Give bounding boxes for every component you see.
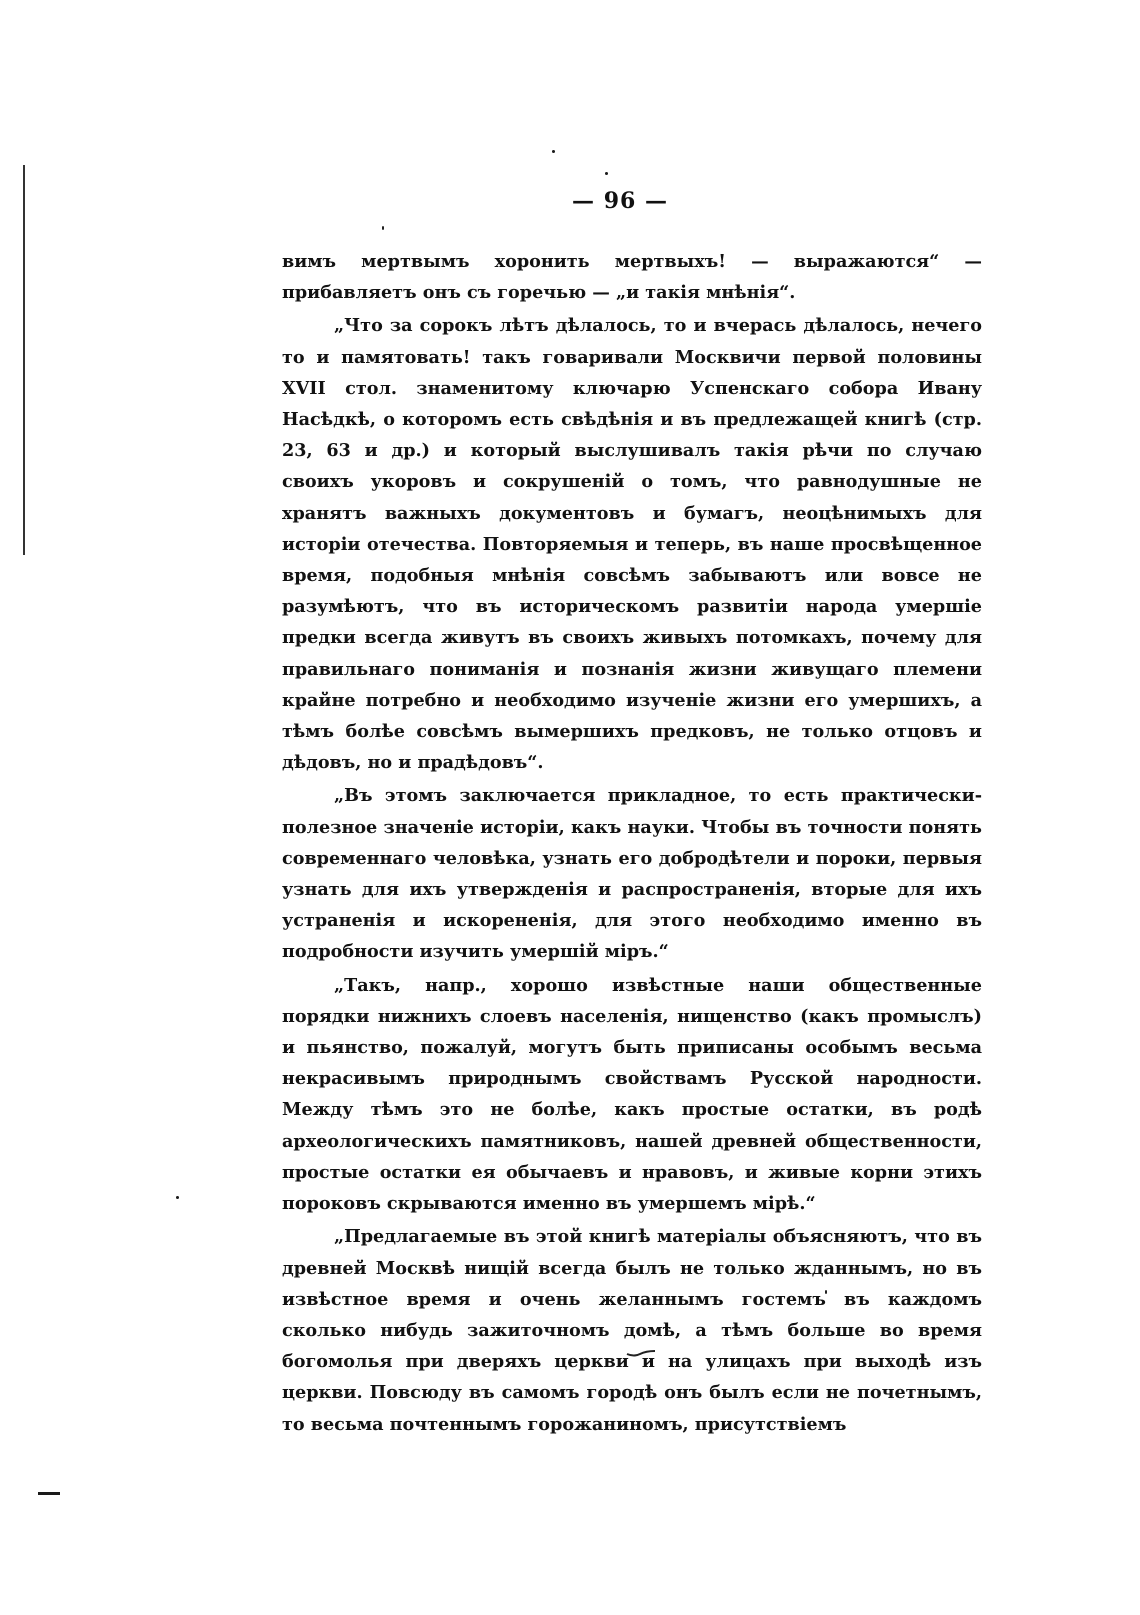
paragraph: „Предлагаемые въ этой книгѣ матеріалы объясняютъ, что въ древней Москвѣ нищій всегда былъ не только жданнымъ, но въ извѣстное время и очень желаннымъ гостемъ въ каждомъ сколько нибудь зажиточномъ домѣ, а тѣмъ больше во время богомолья при дверяхъ церкви и на улицахъ при выходѣ изъ церкви. Повсюду въ самомъ городѣ онъ былъ если не почетнымъ, то весьма почтеннымъ горожаниномъ, присутствіемъ [282,1226,982,1435]
scan-speck [382,226,384,230]
scan-speck [552,150,555,153]
scan-speck [605,172,608,175]
page-number: — 96 — [572,188,668,214]
margin-scan-line [23,165,25,555]
paragraph: „Въ этомъ заключается прикладное, то есть практически-полезное значеніе исторіи, какъ науки. Чтобы въ точности понять современнаго человѣка, узнать его добродѣтели и пороки, первыя узнать для ихъ утвержденія и распространенія, вторые для ихъ устраненія и искорененія, для этого необходимо именно въ подробности изучить умершій міръ.“ [282,785,982,963]
paragraph: „Такъ, напр., хорошо извѣстные наши общественные порядки нижнихъ слоевъ населенія, нищенство (какъ промыслъ) и пьянство, пожалуй, могутъ быть приписаны особымъ весьма некрасивымъ природнымъ свойствамъ Русской народности. Между тѣмъ это не болѣе, какъ простые остатки, въ родѣ археологическихъ памятниковъ, нашей древней общественности, простые остатки ея обычаевъ и нравовъ, и живые корни этихъ пороковъ скрываются именно въ умершемъ мірѣ.“ [282,974,982,1215]
paragraph: „Что за сорокъ лѣтъ дѣлалось, то и вчерась дѣлалось, нечего то и памятовать! такъ говаривали Москвичи первой половины XVII стол. знаменитому ключарю Успенскаго собора Ивану Насѣдкѣ, о которомъ есть свѣдѣнія и въ предлежащей книгѣ (стр. 23, 63 и др.) и который выслушивалъ такія рѣчи по случаю своихъ укоровъ и сокрушеній о томъ, что равнодушные не хранятъ важныхъ документовъ и бумагъ, неоцѣнимыхъ для исторіи отечества. Повторяемыя и теперь, въ наше просвѣщенное время, подобныя мнѣнія совсѣмъ забываютъ или вовсе не разумѣютъ, что въ историческомъ развитіи народа умершіе предки всегда живутъ въ своихъ живыхъ потомкахъ, почему для правильнаго пониманія и познанія жизни живущаго племени крайне потребно и необходимо изученіе жизни его умершихъ, а тѣмъ болѣе совсѣмъ вымершихъ предковъ, не только отцовъ и дѣдовъ, но и прадѣдовъ“. [282,315,982,774]
margin-scan-dash [38,1492,60,1495]
scan-speck [176,1196,179,1199]
paragraph-continuation: вимъ мертвымъ хоронить мертвыхъ! — выражаются“ — прибавляетъ онъ съ горечью — „и такія мнѣнія“. [282,251,982,304]
body-text [282,246,982,1440]
